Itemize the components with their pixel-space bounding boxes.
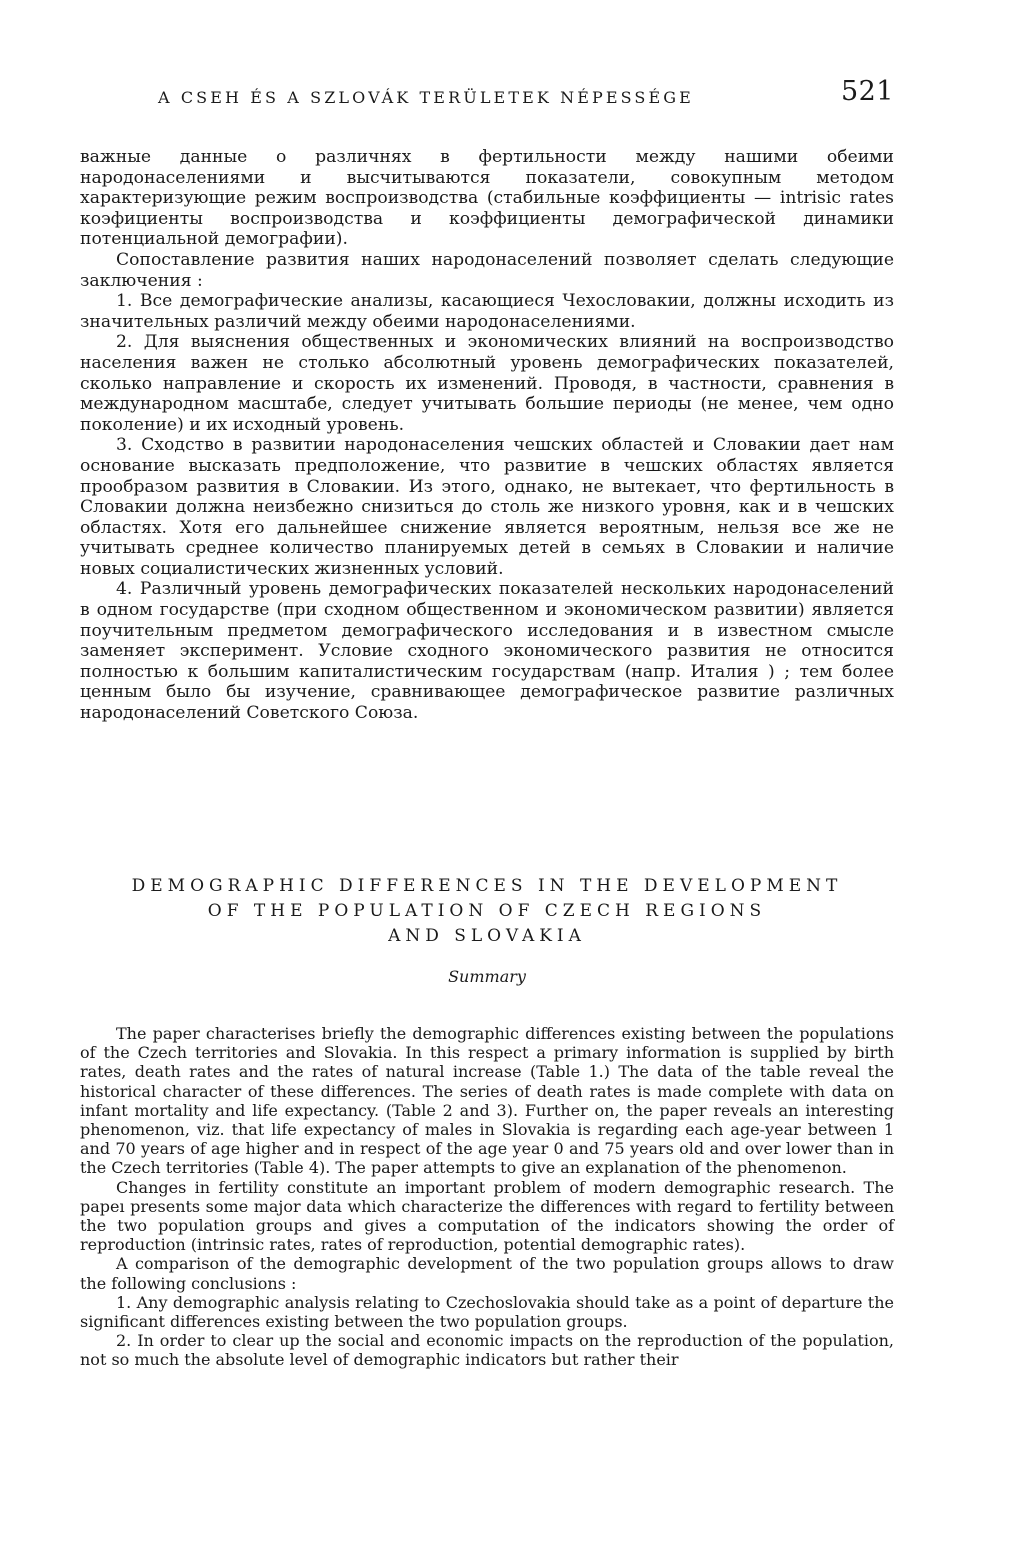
english-conclusion-2: 2. In order to clear up the social and economic impacts on the reproduction of the population, not so much the absolute level of demographic indicators but rather their [80, 1331, 894, 1370]
english-paragraph-2: Changes in fertility constitute an important problem of modern demographic research. The papeı presents some major data which characterize the differences with regard to fertility between the two population groups and gives a computation of the indicators showing the order of reproduction (intrinsic rates, rates of reproduction, potential demographic rates). [80, 1177, 894, 1255]
english-conclusion-1: 1. Any demographic analysis relating to Czechoslovakia should take as a point of departure the significant differences existing between the two population groups. [80, 1292, 894, 1332]
russian-paragraph-2: Сопоставление развития наших народонаселений позволяет сделать следующие заключения : [80, 249, 894, 291]
english-summary-block [80, 1024, 894, 1370]
page-header [80, 74, 894, 118]
english-title-line-2: OF THE POPULATION OF CZECH REGIONS [207, 901, 767, 921]
english-title-line-3: AND SLOVAKIA [388, 926, 586, 946]
russian-conclusion-3: 3. Сходство в развитии народонаселения чешских областей и Словакии дает нам основание высказать предположение, что развитие в чешских областях является прообразом развития в Словакии. Из этого, однако, не вытекает, что фертильность в Словакии должна неизбежно снизиться до столь же низкого уровня, как и в чешских областях. Хотя его дальнейшее снижение является вероятным, нельзя все же не учитывать среднее количество планируемых детей в семьях в Словакии и наличие новых социалистических жизненных условий. [80, 435, 894, 579]
russian-conclusion-4: 4. Различный уровень демографических показателей нескольких народонаселений в одном государстве (при сходном общественном и экономическом развитии) является поучительным предметом демографического исследования и в известном смысле заменяет эксперимент. Условие сходного экономического развития не относится полностью к большим капиталистическим государствам (напр. Италия ) ; тем более ценным было бы изучение, сравнивающее демографическое развитие различных народонаселений Советского Союза. [80, 579, 894, 724]
english-paragraph-1: The paper characterises briefly the demographic differences existing between the populations of the Czech territories and Slovakia. In this respect a primary information is supplied by birth rates, death rates and the rates of natural increase (Table 1.) The data of the table reveal the historical character of these differences. The series of death rates is made complete with data on infant mortality and life expectancy. (Table 2 and 3). Further on, the paper reveals an interesting phenomenon, viz. that life expectancy of males in Slovakia is regarding each age-year between 1 and 70 years of age higher and in respect of the age year 0 and 75 years old and over lower than in the Czech territories (Table 4). The paper attempts to give an explanation of the phenomenon. [80, 1024, 894, 1178]
russian-paragraph-1: важные данные о различнях в фертильности между нашими обеими народонаселениями и высчитываются показатели, совокупным методом характеризующие режим воспроизводства (стабильные коэффициенты — intrisic rates коэфициенты воспроизводства и коэффициенты демографической динамики потенциальной демографии). [80, 147, 894, 250]
russian-conclusion-1: 1. Все демографические анализы, касающиеся Чехословакии, должны исходить из значительных различий между обеими народонаселениями. [80, 291, 894, 332]
summary-label: Summary [448, 967, 526, 986]
russian-text-block [80, 147, 894, 724]
english-paragraph-3: A comparison of the demographic development of the two population groups allows to draw the following conclusions : [80, 1254, 894, 1293]
english-title-line-1: DEMOGRAPHIC DIFFERENCES IN THE DEVELOPMENT [131, 876, 843, 896]
english-title [80, 874, 894, 949]
running-head: A CSEH ÉS A SZLOVÁK TERÜLETEK NÉPESSÉGE [158, 88, 694, 107]
russian-conclusion-2: 2. Для выяснения общественных и экономических влияний на воспроизводство населения важен не столько абсолютный уровень демографических показателей, сколько направление и скорость их изменений. Проводя, в частности, сравнения в международном масштабе, следует учитывать большие периоды (не менее, чем одно поколение) и их исходный уровень. [80, 332, 894, 435]
page-number: 521 [840, 76, 894, 107]
